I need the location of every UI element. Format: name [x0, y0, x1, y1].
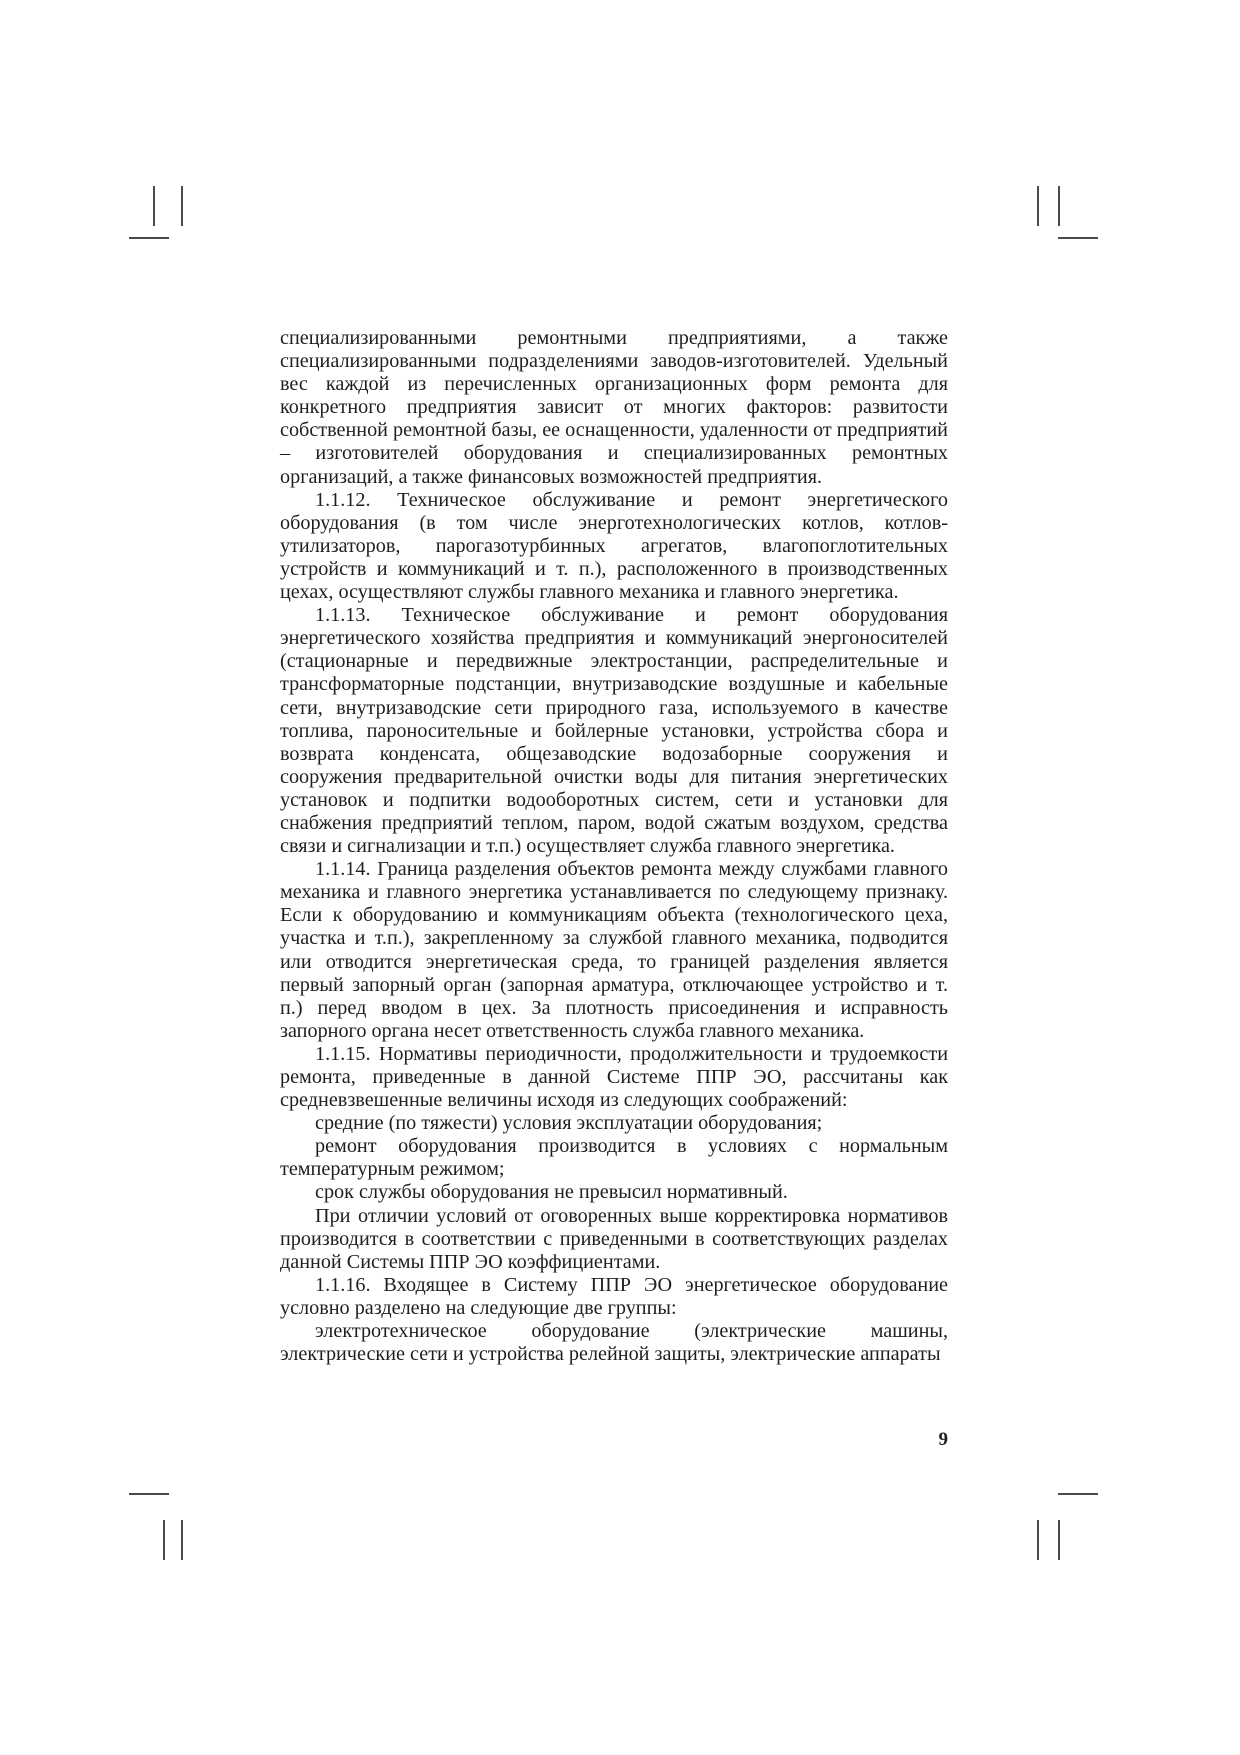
page-number: 9 [938, 1429, 948, 1450]
paragraph-1-1-14: 1.1.14. Граница разделения объектов ремонта между службами главного механика и главного энергетика устанавливается по следующему признаку. Если к оборудованию и коммуникациям объекта (технологического цеха, участка и т.п.), закрепленному за службой главного механика, подводится или отводится энергетическая среда, то границей разделения является первый запорный орган (запорная арматура, отключающее устройство и т. п.) перед вводом в цех. За плотность присоединения и исправность запорного органа несет ответственность служба главного механика. [280, 858, 948, 1042]
crop-mark-bottom-right-vertical-outer [1058, 1520, 1060, 1560]
crop-mark-bottom-left-vertical-outer [163, 1520, 165, 1560]
crop-mark-bottom-left-horizontal [129, 1493, 169, 1495]
crop-mark-top-right-horizontal [1058, 237, 1098, 239]
paragraph-1-1-12: 1.1.12. Техническое обслуживание и ремонт энергетического оборудования (в том числе энерготехнологических котлов, котлов-утилизаторов, парогазотурбинных агрегатов, влагопоглотительных устройств и коммуникаций и т. п.), расположенного в производственных цехах, осуществляют службы главного механика и главного энергетика. [280, 488, 948, 604]
paragraph-1-1-13: 1.1.13. Техническое обслуживание и ремонт оборудования энергетического хозяйства предприятия и коммуникаций энергоносителей (стационарные и передвижные электростанции, распределительные и трансформаторные подстанции, внутризаводские воздушные и кабельные сети, внутризаводские сети природного газа, используемого в качестве топлива, пароносительные и бойлерные установки, устройства сбора и возврата конденсата, общезаводские водозаборные сооружения и сооружения предварительной очистки воды для питания энергетических установок и подпитки водооборотных систем, сети и установки для снабжения предприятий теплом, паром, водой сжатым воздухом, средства связи и сигнализации и т.п.) осуществляет служба главного энергетика. [280, 604, 948, 858]
paragraph-1-1-15: 1.1.15. Нормативы периодичности, продолжительности и трудоемкости ремонта, приведенные в данной Системе ППР ЭО, рассчитаны как средневзвешенные величины исходя из следующих соображений: [280, 1042, 948, 1112]
paragraph-continuation: специализированными ремонтными предприятиями, а также специализированными подразделениями заводов-изготовителей. Удельный вес каждой из перечисленных организационных форм ремонта для конкретного предприятия зависит от многих факторов: развитости собственной ремонтной базы, ее оснащенности, удаленности от предприятий – изготовителей оборудования и специализированных ремонтных организаций, а также финансовых возможностей предприятия. [280, 327, 948, 488]
crop-mark-top-right-vertical-inner [1037, 186, 1039, 226]
paragraph-1-1-16: 1.1.16. Входящее в Систему ППР ЭО энергетическое оборудование условно разделено на следующие две группы: [280, 1273, 948, 1319]
crop-mark-top-left-horizontal [129, 237, 169, 239]
list-item-conditions: средние (по тяжести) условия эксплуатации оборудования; [315, 1112, 823, 1135]
crop-mark-top-left-vertical-inner [181, 186, 183, 226]
page-body-text [280, 327, 948, 1366]
crop-mark-bottom-right-vertical-inner [1037, 1520, 1039, 1560]
crop-mark-top-right-vertical-outer [1058, 186, 1060, 226]
crop-mark-top-left-vertical-outer [153, 186, 155, 226]
list-item-service-life: срок службы оборудования не превысил нормативный. [315, 1181, 788, 1204]
crop-mark-bottom-left-vertical-inner [181, 1520, 183, 1560]
paragraph-correction: При отличии условий от оговоренных выше корректировка нормативов производится в соответствии с приведенными в соответствующих разделах данной Системы ППР ЭО коэффициентами. [280, 1204, 948, 1273]
list-item-electrical-equipment: электротехническое оборудование (электрические машины, электрические сети и устройства релейной защиты, электрические аппараты [280, 1320, 948, 1366]
crop-mark-bottom-right-horizontal [1058, 1493, 1098, 1495]
list-item-temperature: ремонт оборудования производится в условиях с нормальным температурным режимом; [280, 1135, 948, 1181]
